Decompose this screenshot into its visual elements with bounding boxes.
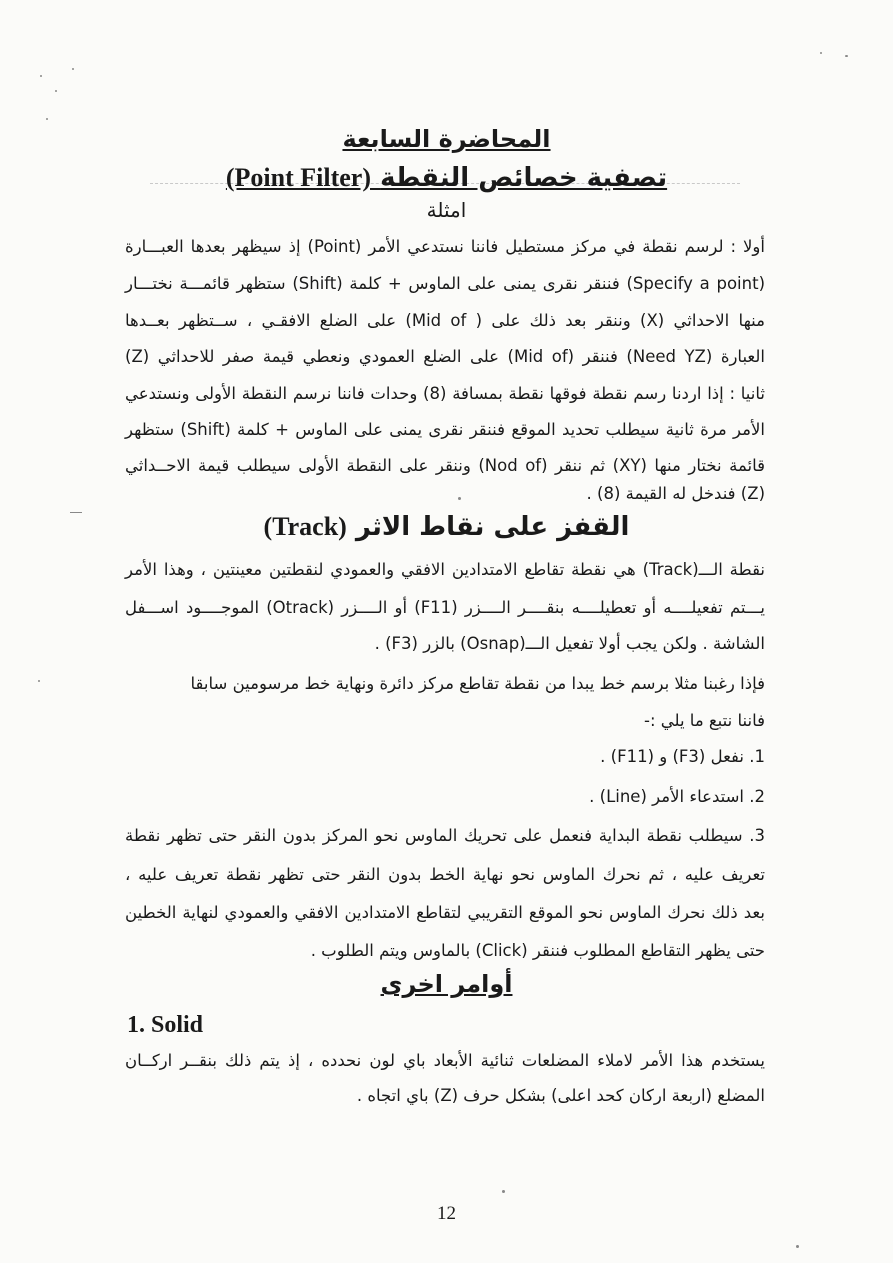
scan-speck [40, 75, 42, 77]
paragraph-line: ثانيا : إذا اردنا رسم نقطة فوقها نقطة بمسافة (8) وحدات فاننا نرسم النقطة الأولى ونستدعي [125, 384, 765, 403]
paragraph-line: حتى يظهر التقاطع المطلوب فننقر (Click) بالماوس ويتم الطلوب . [310, 941, 765, 960]
track-heading-en: (Track) [263, 512, 347, 541]
paragraph-line: الأمر مرة ثانية سيطلب تحديد الموقع فننقر نقرى يمنى على الماوس + كلمة (Shift) ستظهر [125, 420, 765, 439]
other-commands-heading: أوامر اخرى [380, 970, 513, 998]
paragraph-line: فاننا نتبع ما يلي :- [643, 711, 765, 730]
track-heading [0, 512, 893, 542]
scan-speck [46, 118, 48, 120]
page-number: 12 [437, 1203, 456, 1224]
list-item: 1. نفعل (F3) و (F11) . [600, 747, 765, 766]
paragraph-line: منها الاحداثي (X) وننقر بعد ذلك على ( Mid of) على الضلع الافقـي ، ســتظهر بعــدها [125, 311, 765, 330]
paragraph-line: يـــتم تفعيلــــه أو تعطيلــــه بنقــــر الــــزر (F11) أو الــــزر (Otrack) الموجــــود اســـفل [125, 598, 766, 617]
scan-speck [796, 1245, 799, 1248]
scan-speck [38, 680, 40, 682]
topic-title [0, 163, 893, 193]
paragraph-line: أولا : لرسم نقطة في مركز مستطيل فاننا نستدعي الأمر (Point) إذ سيظهر بعدها العبـــارة [125, 237, 765, 256]
list-item: 2. استدعاء الأمر (Line) . [589, 787, 765, 806]
scan-speck [72, 68, 74, 70]
paragraph-line: قائمة نختار منها (XY) ثم ننقر (Nod of) وننقر على النقطة الأولى سيطلب قيمة الاحــداثي [125, 456, 765, 475]
paragraph-line: يستخدم هذا الأمر لاملاء المضلعات ثنائية الأبعاد باي لون نحدده ، إذ يتم ذلك بنقــر اركــان [125, 1051, 765, 1070]
scan-speck [845, 55, 848, 57]
examples-heading: امثلة [426, 198, 467, 222]
paragraph-line: (Specify a point) فننقر نقرى يمنى على الماوس + كلمة (Shift) ستظهر قائمـــة نختـــار [125, 274, 766, 293]
list-item: 3. سيطلب نقطة البداية فنعمل على تحريك الماوس نحو المركز بدون النقر حتى تظهر نقطة [125, 826, 765, 845]
paragraph-line: الشاشة . ولكن يجب أولا تفعيل الـــ(Osnap) بالزر (F3) . [374, 634, 765, 653]
paragraph-line: العبارة (Need YZ) فننقر (Mid of) على الضلع العمودي ونعطي قيمة صفر للاحداثي (Z) [125, 347, 766, 366]
scan-speck [70, 512, 82, 513]
paragraph-line: فإذا رغبنا مثلا برسم خط يبدا من نقطة تقاطع مركز دائرة ونهاية خط مرسومين سابقا [190, 674, 765, 693]
topic-title-en: (Point Filter) [225, 163, 371, 192]
paragraph-line: نقطة الـــ(Track) هي نقطة تقاطع الامتدادين الافقي والعمودي لنقطتين معينتين ، وهذا الأمر [125, 560, 766, 579]
paragraph-line: (Z) فندخل له القيمة (8) . [586, 484, 765, 503]
topic-title-ar: تصفية خصائص النقطة [380, 163, 668, 193]
scan-speck [502, 1190, 505, 1193]
track-heading-ar: القفز على نقاط الاثر [355, 512, 630, 542]
solid-heading: 1. Solid [127, 1012, 204, 1038]
paragraph-line: المضلع (اربعة اركان كحد اعلى) بشكل حرف (Z) باي اتجاه . [356, 1086, 765, 1105]
scan-speck [458, 497, 461, 500]
paragraph-line: تعريف عليه ، ثم نحرك الماوس نحو نهاية الخط بدون النقر حتى تظهر نقطة تعريف عليه ، [125, 865, 765, 884]
scan-speck [55, 90, 57, 92]
paragraph-line: بعد ذلك نحرك الماوس نحو الموقع التقريبي لتقاطع الامتدادين الافقي والعمودي لنهاية الخطين [125, 903, 765, 922]
scan-speck [820, 52, 822, 54]
lecture-title: المحاضرة السابعة [342, 125, 551, 153]
